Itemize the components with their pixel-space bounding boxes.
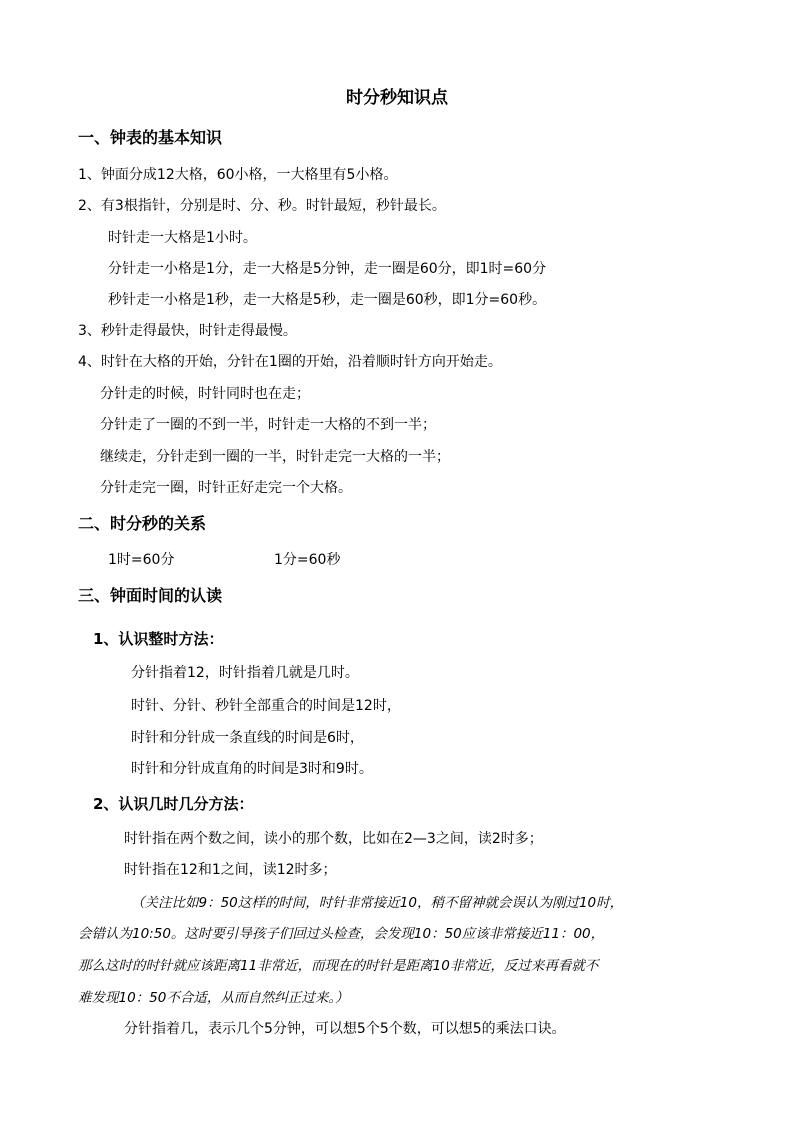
note-line-3: 那么这时的时针就应该距离11非常近，而现在的时针是距离10非常近，反过来再看就不 (78, 958, 599, 974)
relation-minute-second: 1分=60秒 (274, 552, 341, 568)
section-1-line-5: 秒针走一小格是1秒，走一大格是5秒，走一圈是60秒，即1分=60秒。 (108, 292, 547, 308)
section-1-line-7: 4、时针在大格的开始，分针在1圈的开始，沿着顺时针方向开始走。 (78, 354, 502, 370)
note-line-1: （关注比如9：50这样的时间，时针非常接近10，稍不留神就会误认为刚过10时， (131, 895, 624, 911)
section-3-heading: 三、钟面时间的认读 (78, 586, 223, 605)
page-title: 时分秒知识点 (346, 88, 448, 108)
section-1-heading: 一、钟表的基本知识 (78, 128, 223, 147)
section-2-heading: 二、时分秒的关系 (78, 514, 207, 533)
note-line-2: 会错认为10:50。这时要引导孩子们回过头检查，会发现10：50应该非常接近11：00， (78, 926, 605, 942)
subsection-1-line-4: 时针和分针成直角的时间是3时和9时。 (131, 761, 373, 777)
subsection-2-line-2: 时针指在12和1之间，读12时多； (124, 862, 337, 878)
note-line-4: 难发现10：50不合适，从而自然纠正过来。） (78, 990, 349, 1006)
section-1-line-2: 2、有3根指针，分别是时、分、秒。时针最短，秒针最长。 (78, 198, 446, 214)
subsection-1-line-1: 分针指着12，时针指着几就是几时。 (131, 665, 359, 681)
section-1-line-4: 分针走一小格是1分，走一大格是5分钟，走一圈是60分，即1时=60分 (108, 261, 547, 277)
section-1-line-10: 继续走，分针走到一圈的一半，时针走完一大格的一半； (100, 449, 450, 465)
subsection-1-heading: 1、认识整时方法： (93, 630, 224, 648)
section-1-line-11: 分针走完一圈，时针正好走完一个大格。 (100, 480, 352, 496)
relation-hour-minute: 1时=60分 (108, 552, 175, 568)
subsection-1-line-3: 时针和分针成一条直线的时间是6时， (131, 730, 364, 746)
subsection-2-line-3: 分针指着几，表示几个5分钟，可以想5个5个数，可以想5的乘法口诀。 (124, 1021, 566, 1037)
section-1-line-8: 分针走的时候，时针同时也在走； (100, 386, 310, 402)
section-1-line-3: 时针走一大格是1小时。 (108, 230, 257, 246)
subsection-2-line-1: 时针指在两个数之间，读小的那个数，比如在2—3之间，读2时多； (124, 831, 543, 847)
section-1-line-1: 1、钟面分成12大格，60小格，一大格里有5小格。 (78, 167, 398, 183)
section-1-line-6: 3、秒针走得最快，时针走得最慢。 (78, 323, 297, 339)
section-1-line-9: 分针走了一圈的不到一半，时针走一大格的不到一半； (100, 417, 436, 433)
subsection-1-line-2: 时针、分针、秒针全部重合的时间是12时， (131, 698, 401, 714)
subsection-2-heading: 2、认识几时几分方法： (93, 795, 254, 813)
